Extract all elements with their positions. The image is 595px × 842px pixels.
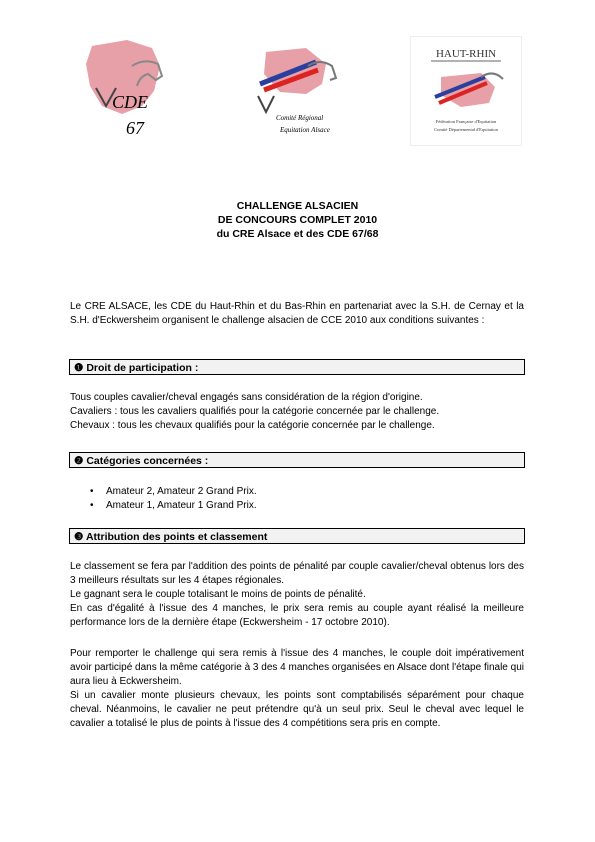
document-title bbox=[0, 199, 595, 241]
participation-line: Cavaliers : tous les cavaliers qualifiés pour la catégorie concernée par le challenge. bbox=[70, 406, 440, 417]
bullet-icon: • bbox=[90, 486, 94, 497]
list-item: • Amateur 2, Amateur 2 Grand Prix. bbox=[90, 486, 257, 497]
title-line3: du CRE Alsace et des CDE 67/68 bbox=[216, 228, 379, 240]
svg-text:Fédération Française d'Equitat: Fédération Française d'Equitation bbox=[435, 119, 497, 124]
svg-text:HAUT-RHIN: HAUT-RHIN bbox=[435, 48, 497, 60]
svg-text:Comité Départemental d'Equitat: Comité Départemental d'Equitation bbox=[434, 127, 498, 132]
points-paragraph-3: En cas d'égalité à l'issue des 4 manches, le prix sera remis au couple ayant réalisé la meilleure performance lors de la dernière étape (Eckwersheim - 17 octobre 2010). bbox=[70, 603, 524, 628]
section-participation-header: ❶ Droit de participation : bbox=[69, 359, 525, 375]
participation-line: Tous couples cavalier/cheval engagés sans considération de la région d'origine. bbox=[70, 392, 423, 403]
svg-text:CDE: CDE bbox=[112, 92, 148, 112]
svg-text:Equitation Alsace: Equitation Alsace bbox=[280, 126, 330, 134]
intro-paragraph: Le CRE ALSACE, les CDE du Haut-Rhin et du Bas-Rhin en partenariat avec la S.H. de Cernay et la S.H. d'Eckwersheim organisent le challenge alsacien de CCE 2010 aux conditions suivantes : bbox=[70, 301, 524, 326]
cre-alsace-logo bbox=[246, 44, 350, 142]
participation-text bbox=[70, 391, 524, 433]
points-paragraph-2: Le gagnant sera le couple totalisant le moins de points de pénalité. bbox=[70, 589, 366, 600]
haut-rhin-logo bbox=[410, 36, 522, 146]
points-paragraph-4: Pour remporter le challenge qui sera remis à l'issue des 4 manches, le couple doit impérativement avoir participé dans la même catégorie à 3 des 4 manches organisées en Alsace dont l'étape finale qui aura lieu à Eckwersheim. bbox=[70, 648, 524, 687]
bullet-icon: • bbox=[90, 500, 94, 511]
list-item: • Amateur 1, Amateur 1 Grand Prix. bbox=[90, 500, 257, 511]
section-points-header: ❸ Attribution des points et classement bbox=[69, 528, 525, 544]
title-line1: CHALLENGE ALSACIEN bbox=[236, 200, 359, 212]
title-line2: DE CONCOURS COMPLET 2010 bbox=[217, 214, 378, 226]
points-paragraph-5: Si un cavalier monte plusieurs chevaux, les points sont comptabilisés séparément pour chaque cheval. Néanmoins, le cavalier ne peut prétendre qu'à un seul prix. Seul le cheval avec lequel le cavalier a totalisé le plus de points à l'issue des 4 compétitions sera pris en compte. bbox=[70, 690, 524, 729]
section-categories-header: ❷ Catégories concernées : bbox=[69, 452, 525, 468]
cde67-logo bbox=[82, 36, 180, 148]
svg-text:67: 67 bbox=[126, 118, 144, 138]
svg-text:Comité Régional: Comité Régional bbox=[276, 114, 324, 122]
categories-list bbox=[90, 485, 257, 513]
participation-line: Chevaux : tous les chevaux qualifiés pour la catégorie concernée par le challenge. bbox=[70, 420, 435, 431]
points-paragraph-1: Le classement se fera par l'addition des points de pénalité par couple cavalier/cheval obtenus lors des 3 meilleurs résultats sur les 4 étapes régionales. bbox=[70, 561, 524, 586]
